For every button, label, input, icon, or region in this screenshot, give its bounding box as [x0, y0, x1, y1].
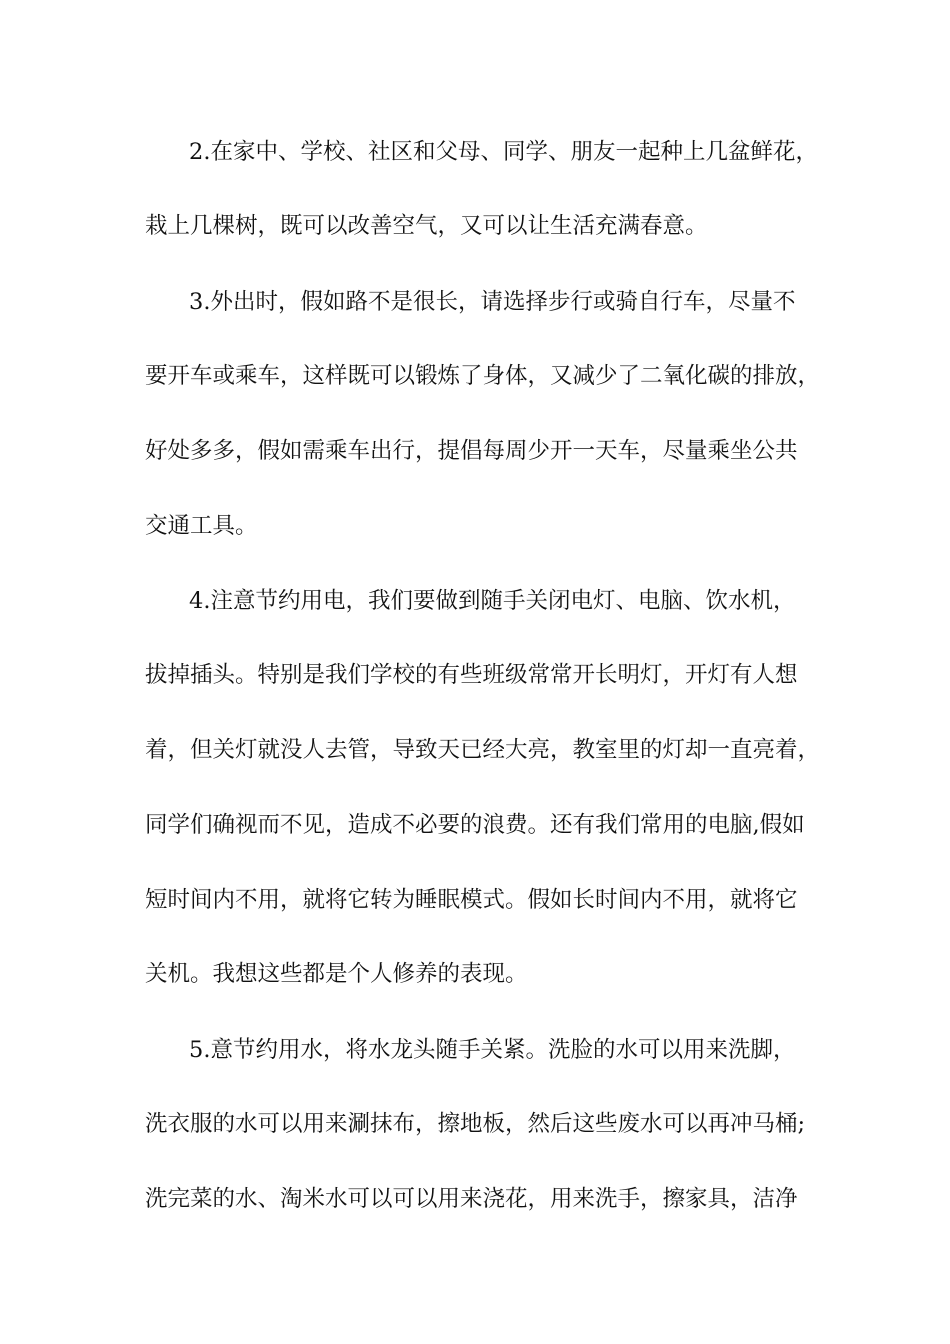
- paragraph-line: 洗衣服的水可以用来涮抹布，擦地板，然后这些废水可以再冲马桶;: [145, 1111, 806, 1137]
- paragraph-line: 关机。我想这些都是个人修养的表现。: [145, 961, 528, 987]
- paragraph-line: 3.外出时，假如路不是很长，请选择步行或骑自行车，尽量不: [189, 289, 796, 315]
- paragraph-line: 着，但关灯就没人去管，导致天已经大亮，教室里的灯却一直亮着，: [145, 737, 821, 763]
- paragraph-line: 拔掉插头。特别是我们学校的有些班级常常开长明灯，开灯有人想: [145, 662, 798, 688]
- paragraph-line: 好处多多，假如需乘车出行，提倡每周少开一天车，尽量乘坐公共: [145, 438, 798, 464]
- paragraph-line: 2.在家中、学校、社区和父母、同学、朋友一起种上几盆鲜花，: [189, 139, 818, 165]
- paragraph-line: 要开车或乘车，这样既可以锻炼了身体，又减少了二氧化碳的排放，: [145, 363, 821, 389]
- paragraph-line: 交通工具。: [145, 513, 258, 539]
- paragraph-line: 同学们确视而不见，造成不必要的浪费。还有我们常用的电脑,假如: [145, 812, 805, 838]
- paragraph-line: 洗完菜的水、淘米水可以可以用来浇花，用来洗手，擦家具，洁净: [145, 1186, 798, 1212]
- paragraph-line: 栽上几棵树，既可以改善空气，又可以让生活充满春意。: [145, 213, 708, 239]
- paragraph-line: 4.注意节约用电，我们要做到随手关闭电灯、电脑、饮水机，: [189, 588, 796, 614]
- paragraph-line: 5.意节约用水，将水龙头随手关紧。洗脸的水可以用来洗脚，: [189, 1037, 796, 1063]
- paragraph-line: 短时间内不用，就将它转为睡眠模式。假如长时间内不用，就将它: [145, 887, 798, 913]
